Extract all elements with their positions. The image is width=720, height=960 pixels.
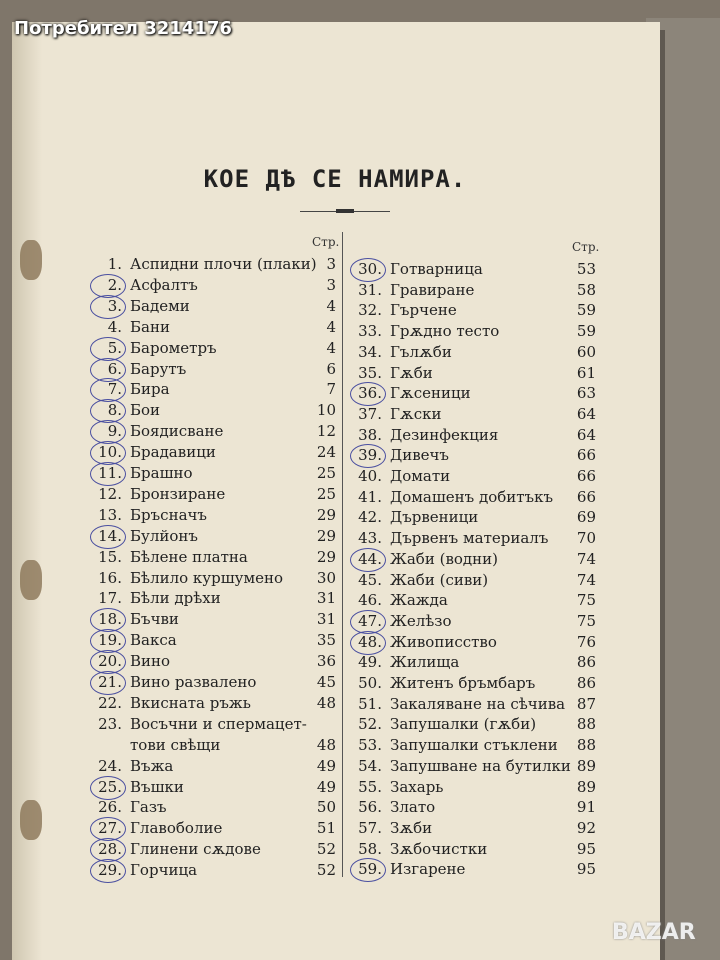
index-row: [88, 860, 336, 881]
entry-page: 70: [576, 529, 596, 548]
entry-number: 6.: [107, 359, 122, 378]
entry-label: Бани: [130, 317, 170, 336]
entry-page: 60: [576, 342, 596, 361]
entry-label: Бира: [130, 380, 170, 399]
entry-page: 91: [576, 798, 596, 817]
entry-label: Бѣлене платна: [130, 547, 248, 566]
index-row: [88, 338, 336, 359]
entry-number: 36.: [358, 384, 382, 403]
entry-page: 7: [326, 380, 336, 399]
index-row: [88, 296, 336, 317]
index-row: [352, 528, 596, 549]
column-divider: [342, 232, 343, 877]
entry-number: 8.: [107, 401, 122, 420]
entry-label: тови свѣщи: [130, 735, 221, 754]
entry-number: 31.: [358, 280, 382, 299]
entry-page: 59: [576, 322, 596, 341]
entry-label: Зѫбочистки: [390, 839, 488, 858]
index-row: [352, 652, 596, 673]
entry-label: Боядисване: [130, 422, 224, 441]
index-row: [88, 547, 336, 568]
entry-number: 54.: [358, 756, 382, 775]
entry-label: Газъ: [130, 798, 167, 817]
entry-label: Домашенъ добитъкъ: [390, 487, 554, 506]
index-row: [88, 777, 336, 798]
entry-page: 25: [316, 464, 336, 482]
entry-page: 30: [316, 568, 336, 587]
entry-number: 34.: [358, 342, 382, 361]
entry-label: Бадеми: [130, 296, 190, 315]
entry-page: 12: [316, 422, 336, 441]
entry-number: 33.: [358, 322, 382, 341]
entry-page: 49: [316, 777, 336, 796]
entry-label: Вкисната ръжь: [130, 693, 251, 712]
entry-number: 7.: [107, 380, 122, 399]
entry-page: 51: [316, 819, 336, 838]
entry-label: Жаби (водни): [390, 549, 499, 568]
entry-number: 48.: [358, 632, 382, 651]
entry-label: Готварница: [390, 260, 483, 278]
entry-page: 95: [576, 860, 596, 879]
entry-page: 29: [316, 526, 336, 545]
entry-label: Захарь: [390, 777, 444, 796]
entry-number: 10.: [98, 443, 122, 462]
index-row: [88, 484, 336, 505]
entry-number: 4.: [107, 317, 122, 336]
entry-number: 56.: [358, 798, 382, 817]
entry-page: 64: [576, 404, 596, 423]
entry-page: 63: [576, 384, 596, 403]
entry-page: 61: [576, 363, 596, 382]
entry-number: 40.: [358, 467, 382, 485]
entry-label: Бои: [130, 401, 161, 420]
entry-label: Жажда: [390, 591, 448, 610]
entry-page: 31: [316, 610, 336, 629]
entry-number: 14.: [98, 526, 122, 545]
uploader-label: Потребител 3214176: [14, 18, 232, 39]
entry-page: 86: [576, 653, 596, 672]
entry-label: Дивечъ: [390, 446, 449, 465]
entry-label: Гѫсеници: [390, 384, 471, 403]
index-row: [88, 317, 336, 338]
index-row: [88, 442, 336, 463]
entry-label: Вакса: [130, 631, 177, 650]
entry-number: 12.: [98, 484, 122, 503]
entry-number: 28.: [98, 840, 122, 859]
entry-label: Въжа: [130, 756, 174, 775]
entry-number: 35.: [358, 363, 382, 382]
entry-number: 38.: [358, 425, 382, 444]
entry-page: 29: [316, 505, 336, 524]
index-row: [352, 487, 596, 508]
left-column-header: Стр.: [312, 235, 340, 249]
entry-number: 19.: [98, 631, 122, 650]
entry-page: 4: [326, 296, 336, 315]
entry-number: 46.: [358, 591, 382, 610]
index-row: [88, 756, 336, 777]
index-row: [352, 818, 596, 839]
entry-label: Барометръ: [130, 338, 217, 357]
entry-number: 16.: [98, 568, 122, 587]
entry-number: 52.: [358, 715, 382, 734]
entry-page: 66: [576, 467, 596, 485]
entry-page: 89: [576, 777, 596, 796]
entry-label: Глинени сѫдове: [130, 840, 261, 859]
entry-label: Дървенъ материалъ: [390, 529, 549, 548]
entry-label: Булйонъ: [130, 526, 198, 545]
entry-label: Житенъ бръмбаръ: [390, 674, 536, 692]
index-row: [352, 466, 596, 487]
entry-page: 88: [576, 715, 596, 734]
index-row: [352, 673, 596, 694]
entry-number: 24.: [98, 756, 122, 775]
entry-label: Барутъ: [130, 359, 187, 378]
entry-label: Зѫби: [390, 818, 433, 837]
entry-number: 29.: [98, 861, 122, 880]
entry-page: 64: [576, 425, 596, 444]
index-row: [352, 611, 596, 632]
entry-label: Аспидни плочи (плаки): [130, 255, 317, 273]
entry-label: Живописство: [390, 632, 497, 651]
entry-label: Бѣли дрѣхи: [130, 589, 221, 608]
index-row: [352, 321, 596, 342]
entry-label: Гърчене: [390, 301, 457, 320]
entry-page: 3: [326, 255, 336, 273]
index-row: [352, 590, 596, 611]
index-row: [352, 549, 596, 570]
entry-page: 48: [316, 693, 336, 712]
entry-label: Запушалки (гѫби): [390, 715, 537, 734]
entry-number: 39.: [358, 446, 382, 465]
entry-number: 17.: [98, 589, 122, 608]
entry-number: 1.: [107, 255, 122, 273]
entry-number: 45.: [358, 570, 382, 589]
index-row: [88, 588, 336, 609]
entry-number: 27.: [98, 819, 122, 838]
entry-label: Гълѫби: [390, 342, 452, 361]
entry-page: 58: [576, 280, 596, 299]
entry-label: Запушване на бутилки: [390, 756, 571, 775]
index-row: [88, 735, 336, 756]
entry-label: Запушалки стъклени: [390, 736, 558, 755]
entry-label: Брадавици: [130, 443, 216, 462]
entry-number: 42.: [358, 508, 382, 527]
entry-page: 52: [316, 861, 336, 880]
entry-label: Злато: [390, 798, 436, 817]
entry-number: 32.: [358, 301, 382, 320]
index-row: [352, 797, 596, 818]
entry-label: Жаби (сиви): [390, 570, 489, 589]
entry-page: 75: [576, 611, 596, 630]
index-row: [352, 425, 596, 446]
binding-thread: [20, 560, 42, 600]
index-row: [88, 651, 336, 672]
entry-page: 48: [316, 735, 336, 754]
entry-number: 20.: [98, 652, 122, 671]
index-row: [352, 632, 596, 653]
index-row: [88, 359, 336, 380]
entry-label: Восъчни и спермацет-: [130, 714, 307, 733]
entry-label: Въшки: [130, 777, 184, 796]
entry-label: Желѣзо: [390, 611, 452, 630]
index-row: [352, 383, 596, 404]
index-row: [352, 404, 596, 425]
index-row: [352, 694, 596, 715]
index-row: [88, 400, 336, 421]
entry-number: 59.: [358, 860, 382, 879]
entry-number: 50.: [358, 674, 382, 692]
entry-number: 23.: [98, 714, 122, 733]
index-row: [88, 630, 336, 651]
index-row: [88, 818, 336, 839]
entry-label: Гравиране: [390, 280, 475, 299]
entry-number: 22.: [98, 693, 122, 712]
entry-number: 5.: [107, 338, 122, 357]
entry-number: 11.: [98, 464, 122, 482]
index-row: [88, 714, 336, 735]
index-row: [352, 300, 596, 321]
entry-page: 69: [576, 508, 596, 527]
entry-page: 45: [316, 673, 336, 691]
index-row: [352, 839, 596, 860]
entry-label: Главоболие: [130, 819, 223, 838]
entry-number: 41.: [358, 487, 382, 506]
entry-number: 25.: [98, 777, 122, 796]
index-row: [88, 839, 336, 860]
index-row: [88, 568, 336, 589]
index-row: [88, 275, 336, 296]
entry-number: 9.: [107, 422, 122, 441]
right-column-header: Стр.: [572, 240, 600, 254]
index-row: [352, 342, 596, 363]
index-row: [352, 507, 596, 528]
binding-thread: [20, 800, 42, 840]
entry-number: 49.: [358, 653, 382, 672]
index-row: [352, 859, 596, 880]
index-row: [88, 379, 336, 400]
entry-page: 53: [576, 260, 596, 278]
entry-number: 58.: [358, 839, 382, 858]
entry-number: 18.: [98, 610, 122, 629]
index-row: [352, 570, 596, 591]
entry-label: Гѫби: [390, 363, 433, 382]
entry-number: 13.: [98, 505, 122, 524]
entry-page: 6: [326, 359, 336, 378]
entry-number: 30.: [358, 260, 382, 278]
entry-label: Гѫски: [390, 404, 442, 423]
entry-page: 76: [576, 632, 596, 651]
index-row: [88, 505, 336, 526]
entry-label: Закаляване на сѣчива: [390, 694, 566, 713]
index-row: [352, 445, 596, 466]
index-row: [88, 609, 336, 630]
entry-page: 52: [316, 840, 336, 859]
index-row: [88, 421, 336, 442]
entry-page: 29: [316, 547, 336, 566]
entry-number: 3.: [107, 296, 122, 315]
entry-page: 74: [576, 570, 596, 589]
index-row: [352, 735, 596, 756]
index-row: [88, 526, 336, 547]
entry-number: 57.: [358, 818, 382, 837]
index-row: [352, 756, 596, 777]
entry-page: 95: [576, 839, 596, 858]
page-title: КОЕ ДѢ СЕ НАМИРА.: [203, 165, 467, 193]
entry-number: 44.: [358, 549, 382, 568]
entry-page: 35: [316, 631, 336, 650]
entry-label: Бъчви: [130, 610, 179, 629]
index-row: [352, 777, 596, 798]
entry-page: 4: [326, 317, 336, 336]
entry-label: Изгарене: [390, 860, 466, 879]
index-row: [88, 797, 336, 818]
entry-number: 15.: [98, 547, 122, 566]
entry-label: Вино развалено: [130, 673, 257, 691]
entry-label: Жилища: [390, 653, 460, 672]
entry-page: 75: [576, 591, 596, 610]
index-row: [352, 714, 596, 735]
entry-page: 31: [316, 589, 336, 608]
entry-page: 74: [576, 549, 596, 568]
entry-page: 89: [576, 756, 596, 775]
entry-label: Бѣлило куршумено: [130, 568, 284, 587]
watermark-logo: BAZAR: [612, 920, 696, 945]
index-row: [88, 463, 336, 484]
entry-page: 92: [576, 818, 596, 837]
entry-label: Бронзиране: [130, 484, 226, 503]
index-row: [88, 672, 336, 693]
entry-label: Грѫдно тесто: [390, 322, 500, 341]
entry-label: Брашно: [130, 464, 193, 482]
entry-label: Домати: [390, 467, 451, 485]
index-row: [352, 259, 596, 280]
entry-page: 66: [576, 446, 596, 465]
entry-page: 86: [576, 674, 596, 692]
entry-number: 53.: [358, 736, 382, 755]
entry-page: 88: [576, 736, 596, 755]
entry-number: 26.: [98, 798, 122, 817]
entry-label: Горчица: [130, 861, 198, 880]
entry-number: 2.: [107, 275, 122, 294]
entry-page: 59: [576, 301, 596, 320]
entry-page: 87: [576, 694, 596, 713]
entry-label: Дървеници: [390, 508, 479, 527]
entry-number: 43.: [358, 529, 382, 548]
entry-page: 4: [326, 338, 336, 357]
entry-label: Вино: [130, 652, 171, 671]
entry-page: 36: [316, 652, 336, 671]
entry-page: 10: [316, 401, 336, 420]
title-rule-ornament: [336, 209, 354, 213]
entry-number: 21.: [98, 673, 122, 691]
entry-page: 50: [316, 798, 336, 817]
index-row: [88, 254, 336, 275]
entry-page: 25: [316, 484, 336, 503]
entry-number: 51.: [358, 694, 382, 713]
entry-label: Бръсначъ: [130, 505, 207, 524]
entry-number: 37.: [358, 404, 382, 423]
entry-page: 24: [316, 443, 336, 462]
entry-page: 49: [316, 756, 336, 775]
entry-page: 3: [326, 275, 336, 294]
entry-label: Дезинфекция: [390, 425, 499, 444]
entry-page: 66: [576, 487, 596, 506]
index-row: [352, 280, 596, 301]
binding-thread: [20, 240, 42, 280]
entry-label: Асфалтъ: [130, 275, 198, 294]
index-row: [88, 693, 336, 714]
index-row: [352, 363, 596, 384]
entry-number: 55.: [358, 777, 382, 796]
entry-number: 47.: [358, 611, 382, 630]
